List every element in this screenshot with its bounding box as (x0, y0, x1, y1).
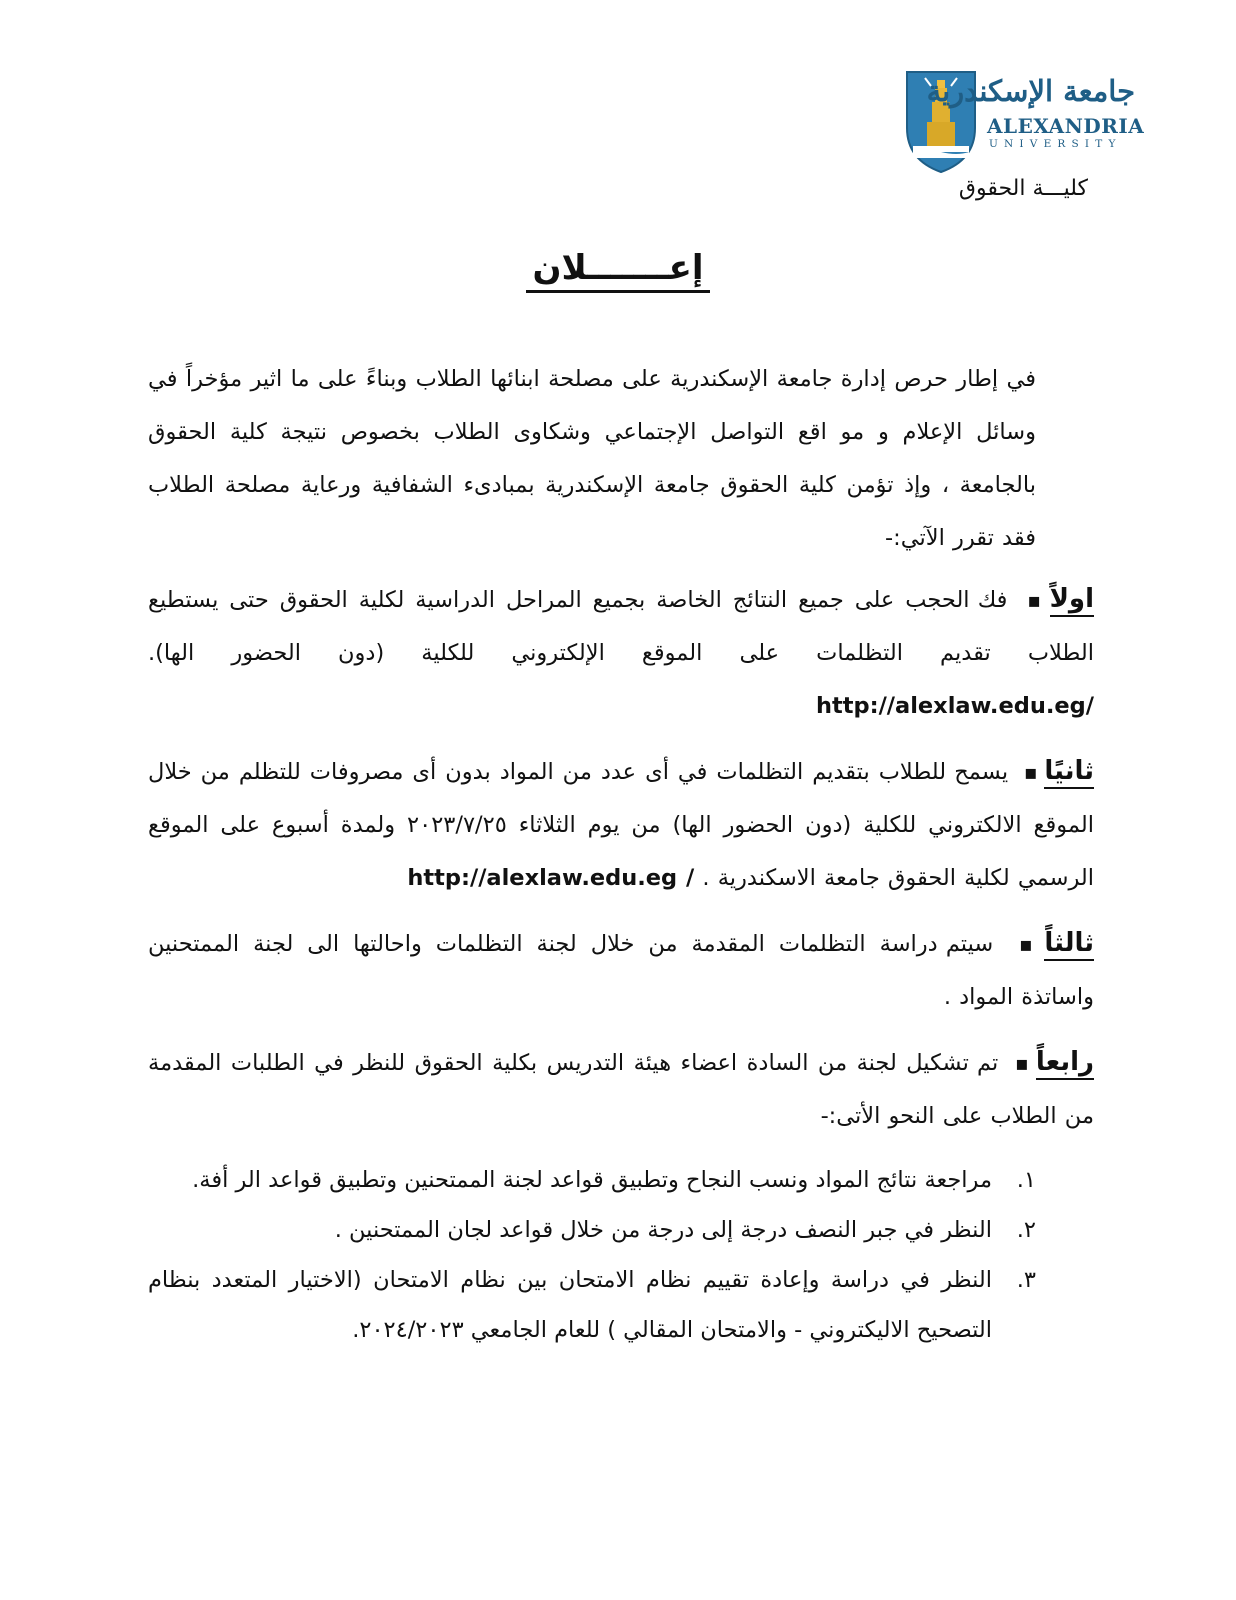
bullet-icon: ▪ (1013, 1051, 1030, 1075)
item-text: سيتم دراسة التظلمات المقدمة من خلال لجنة التظلمات واحالتها الى لجنة الممتحنين واساتذة المواد . (148, 931, 1094, 1010)
item-label: ثانيًا (1044, 756, 1094, 789)
list-item-text: النظر في دراسة وإعادة تقييم نظام الامتحان بين نظام الامتحان (الاختيار المتعدد بنظام التصحيح الاليكتروني - والامتحان المقالي ) للعام الجامعي ٢٠٢٤/٢٠٢٣. (148, 1267, 992, 1343)
list-item-text: النظر في جبر النصف درجة إلى درجة من خلال قواعد لجان الممتحنين . (334, 1217, 992, 1243)
university-logo (905, 70, 1145, 180)
item-label: اولاً (1050, 584, 1094, 617)
logo-arabic-text: جامعة الإسكندرية (926, 74, 1135, 108)
bullet-icon: ▪ (1024, 588, 1044, 612)
website-link[interactable]: http://alexlaw.edu.eg/ (815, 693, 1094, 719)
list-item (148, 1255, 1036, 1355)
committee-tasks-list (148, 1155, 1094, 1355)
list-number: ١. (1016, 1167, 1036, 1193)
item-label: ثالثاً (1044, 928, 1094, 961)
bullet-icon: ▪ (1013, 932, 1039, 956)
item-text: فك الحجب على جميع النتائج الخاصة بجميع المراحل الدراسية لكلية الحقوق حتى يستطيع الطلاب تقديم التظلمات على الموقع الإلكتروني للكلية (دون الحضور الها). (148, 587, 1094, 666)
item-label: رابعاً (1036, 1047, 1094, 1080)
item-fourth (148, 1036, 1094, 1143)
item-third (148, 917, 1094, 1024)
list-item (148, 1155, 1036, 1205)
faculty-name: كليـــة الحقوق (958, 176, 1088, 201)
list-item (148, 1205, 1036, 1255)
website-link[interactable]: http://alexlaw.edu.eg / (407, 865, 695, 891)
title-text: إعـــــــلان (526, 248, 709, 293)
logo-english-text: ALEXANDRIA (987, 114, 1145, 138)
item-second (148, 745, 1094, 905)
list-number: ٣. (1016, 1267, 1036, 1293)
item-text: تم تشكيل لجنة من السادة اعضاء هيئة التدريس بكلية الحقوق للنظر في الطلبات المقدمة من الطلاب على النحو الأتى:- (148, 1050, 1094, 1129)
intro-paragraph: في إطار حرص إدارة جامعة الإسكندرية على مصلحة ابنائها الطلاب وبناءً على ما اثير مؤخراً في وسائل الإعلام و مو اقع التواصل الإجتماعي وشكاوى الطلاب بخصوص نتيجة كلية الحقوق بالجامعة ، وإذ تؤمن كلية الحقوق جامعة الإسكندرية بمبادىء الشفافية ورعاية مصلحة الطلاب فقد تقرر الآتي:- (148, 366, 1036, 551)
announcement-title (0, 248, 1236, 293)
list-item-text: مراجعة نتائج المواد ونسب النجاح وتطبيق قواعد لجنة الممتحنين وتطبيق قواعد الر أفة. (192, 1167, 992, 1193)
logo-university-text: UNIVERSITY (989, 138, 1122, 150)
bullet-icon: ▪ (1023, 760, 1039, 784)
list-number: ٢. (1016, 1217, 1036, 1243)
item-first (148, 573, 1094, 733)
announcement-body (148, 353, 1094, 1355)
item-text: يسمح للطلاب بتقديم التظلمات في أى عدد من المواد بدون أى مصروفات للتظلم من خلال الموقع الالكتروني للكلية (دون الحضور الها) من يوم الثلاثاء ٢٠٢٣/٧/٢٥ ولمدة أسبوع على الموقع الرسمي لكلية الحقوق جامعة الاسكندرية . (148, 759, 1094, 891)
